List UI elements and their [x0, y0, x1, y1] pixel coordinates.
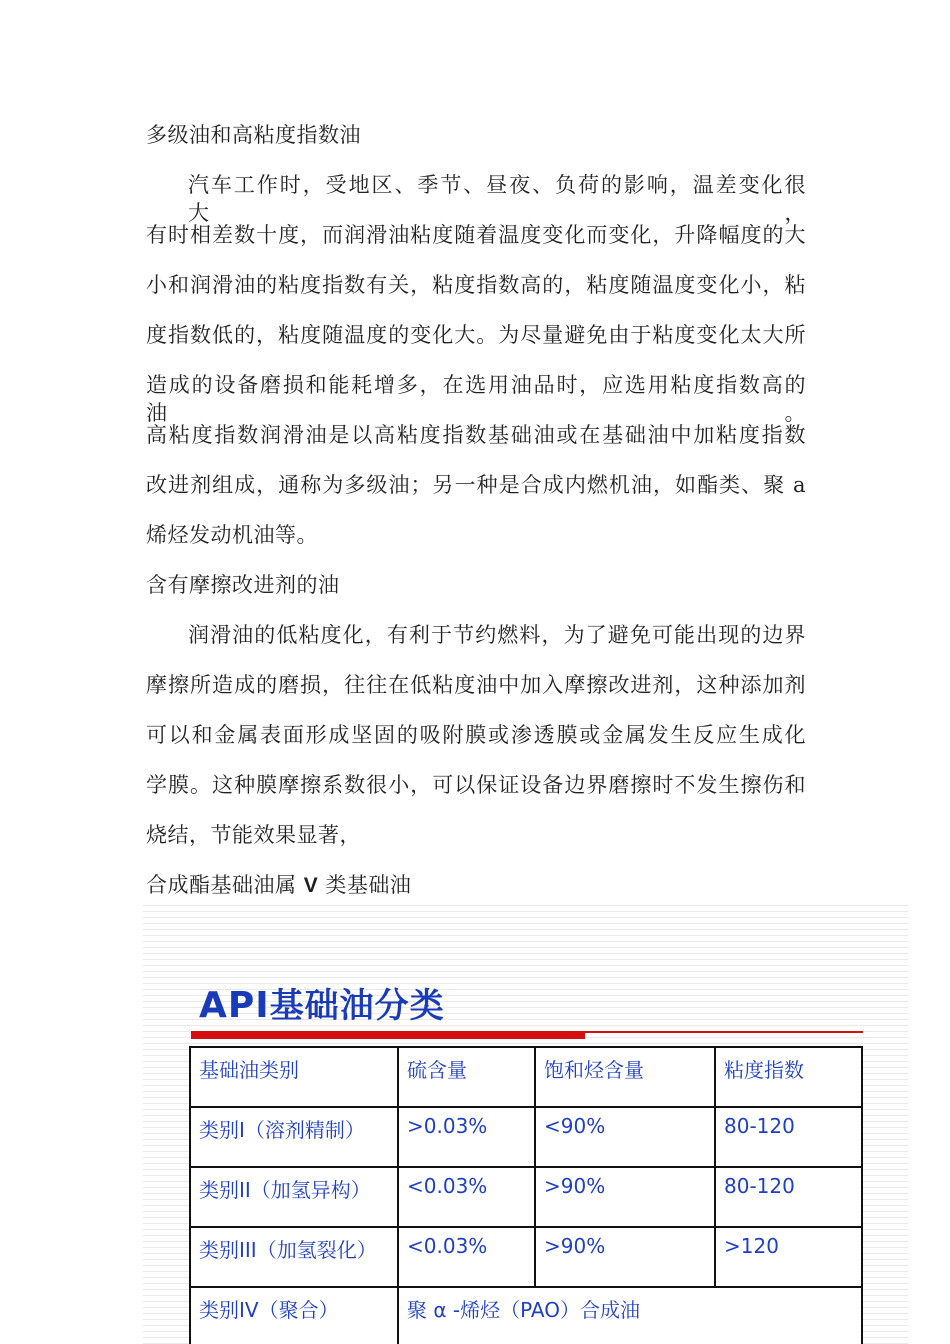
paragraph-line: 度指数低的，粘度随温度的变化大。为尽量避免由于粘度变化太大所 — [146, 323, 806, 347]
heading-group-numeral: V — [303, 874, 319, 897]
title-underline-rule — [585, 1031, 863, 1033]
section-heading-multigrade: 多级油和高粘度指数油 — [146, 123, 361, 147]
table-cell: 类别I（溶剂精制） — [190, 1107, 398, 1167]
heading-text: 类基础油 — [318, 873, 412, 897]
paragraph-line: 高粘度指数润滑油是以高粘度指数基础油或在基础油中加粘度指数 — [146, 423, 806, 447]
table-cell: >90% — [535, 1227, 715, 1287]
section-heading-friction-modifier: 含有摩擦改进剂的油 — [146, 573, 340, 597]
table-cell: 80-120 — [715, 1107, 862, 1167]
header-cell-viscosity-index: 粘度指数 — [715, 1047, 862, 1107]
table-cell: <0.03% — [398, 1227, 535, 1287]
paragraph-line: 可以和金属表面形成坚固的吸附膜或渗透膜或金属发生反应生成化 — [146, 723, 806, 747]
title-underline-bar — [191, 1031, 585, 1039]
table-cell: 80-120 — [715, 1167, 862, 1227]
header-cell-sulfur: 硫含量 — [398, 1047, 535, 1107]
section-heading-synthetic-ester — [146, 871, 411, 900]
table-header-row — [190, 1047, 862, 1107]
table-cell: 类别II（加氢异构） — [190, 1167, 398, 1227]
header-cell-saturates: 饱和烃含量 — [535, 1047, 715, 1107]
paragraph-line: 润滑油的低粘度化，有利于节约燃料，为了避免可能出现的边界 — [188, 623, 806, 647]
table-row — [190, 1287, 862, 1344]
table-cell: 类别III（加氢裂化） — [190, 1227, 398, 1287]
heading-text: 合成酯基础油属 — [146, 873, 304, 897]
table-row — [190, 1167, 862, 1227]
paragraph-line: 有时相差数十度，而润滑油粘度随着温度变化而变化，升降幅度的大 — [146, 223, 806, 247]
paragraph-line: 小和润滑油的粘度指数有关，粘度指数高的，粘度随温度变化小，粘 — [146, 273, 806, 297]
table-cell: >120 — [715, 1227, 862, 1287]
paragraph-line: 烯烃发动机油等。 — [146, 523, 318, 547]
table-cell: >90% — [535, 1167, 715, 1227]
paragraph-line: 改进剂组成，通称为多级油；另一种是合成内燃机油，如酯类、聚 a — [146, 473, 806, 497]
table-cell: >0.03% — [398, 1107, 535, 1167]
figure-title-api: API — [199, 985, 270, 1026]
paragraph-line: 摩擦所造成的磨损，往往在低粘度油中加入摩擦改进剂，这种添加剂 — [146, 673, 806, 697]
api-base-oil-figure — [143, 900, 908, 1344]
paragraph-line: 烧结，节能效果显著， — [146, 823, 361, 847]
table-cell: <0.03% — [398, 1167, 535, 1227]
table-row — [190, 1227, 862, 1287]
figure-title-text: 基础油分类 — [269, 986, 445, 1026]
paragraph-line: 汽车工作时，受地区、季节、昼夜、负荷的影响，温差变化很大， — [188, 173, 806, 225]
table-cell: 类别IV（聚合） — [190, 1287, 398, 1344]
table-cell: <90% — [535, 1107, 715, 1167]
table-cell-merged: 聚 α -烯烃（PAO）合成油 — [398, 1287, 862, 1344]
figure-title — [199, 978, 445, 1027]
header-cell-category: 基础油类别 — [190, 1047, 398, 1107]
paragraph-line: 学膜。这种膜摩擦系数很小，可以保证设备边界磨擦时不发生擦伤和 — [146, 773, 806, 797]
paragraph-line: 造成的设备磨损和能耗增多，在选用油品时，应选用粘度指数高的油。 — [146, 373, 806, 425]
table-row — [190, 1107, 862, 1167]
base-oil-classification-table — [189, 1046, 863, 1344]
